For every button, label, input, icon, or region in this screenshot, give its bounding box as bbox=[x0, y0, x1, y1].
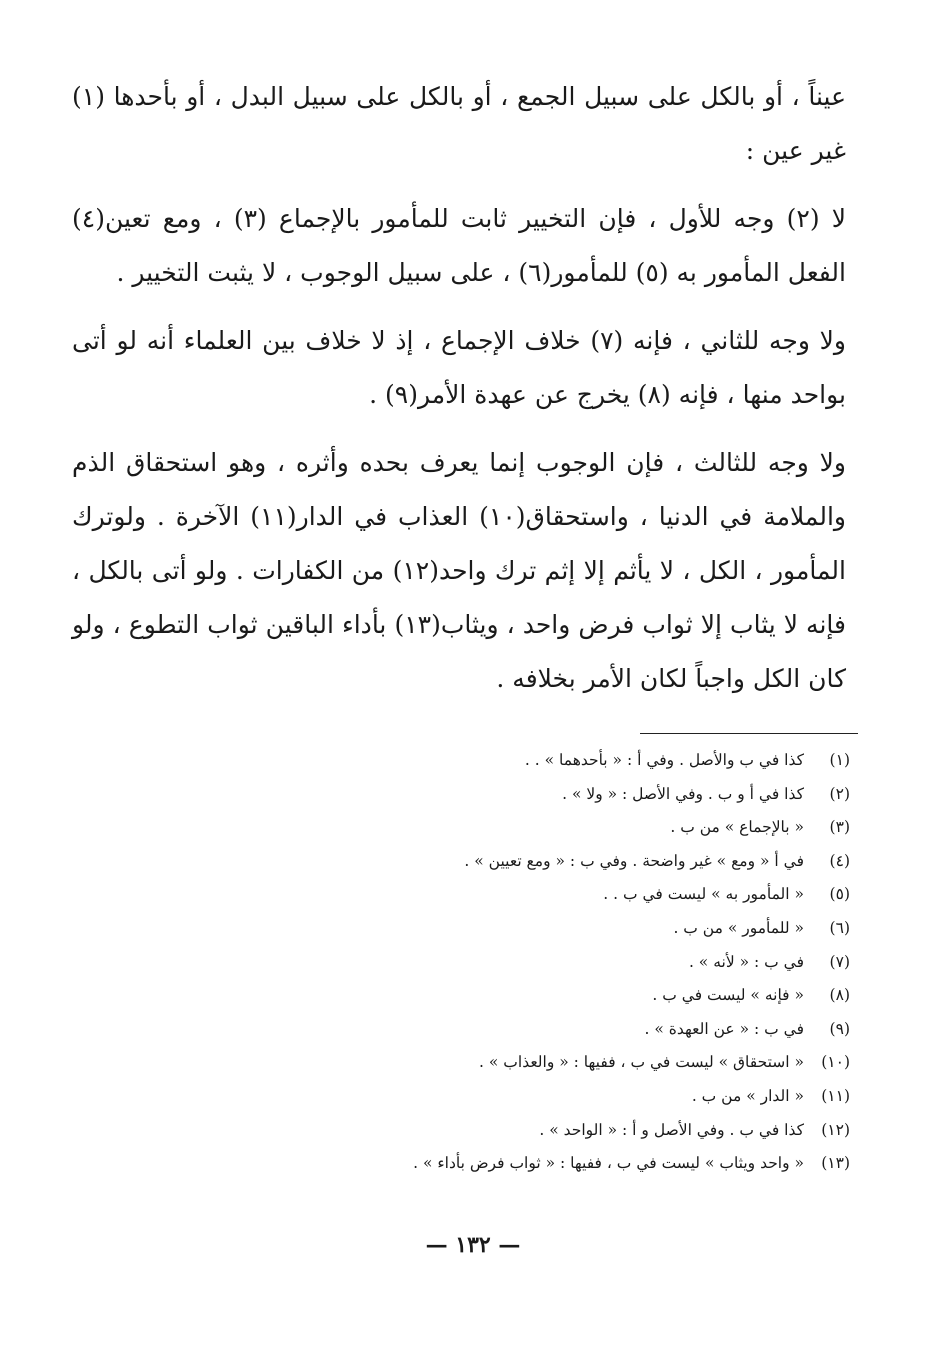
footnote-text: « الدار » من ب . bbox=[691, 1086, 804, 1105]
footnote-number: (٣) bbox=[829, 818, 850, 837]
footnote-item bbox=[180, 1046, 850, 1080]
footnote-number: (١١) bbox=[821, 1086, 850, 1105]
footnote-text: كذا في ب . وفي الأصل و أ : « الواحد » . bbox=[539, 1120, 804, 1139]
footnote-number: (٤) bbox=[829, 851, 850, 870]
footnote-text: « واحد ويثاب » ليست في ب ، ففيها : « ثواب فرض بأداء » . bbox=[413, 1154, 804, 1173]
footnote-item bbox=[180, 1080, 850, 1114]
footnote-text: « بالإجماع » من ب . bbox=[670, 818, 804, 837]
footnote-item bbox=[180, 1114, 850, 1148]
footnote-number: (٦) bbox=[829, 918, 850, 937]
paragraph-2: لا (٢) وجه للأول ، فإن التخيير ثابت للمأمور بالإجماع (٣) ، ومع تعين(٤) الفعل المأمور به (٥) للمأمور(٦) ، على سبيل الوجوب ، لا يثبت التخيير . bbox=[72, 204, 846, 287]
footnote-text: « للمأمور » من ب . bbox=[673, 918, 804, 937]
footnote-divider bbox=[640, 733, 858, 734]
footnote-item bbox=[180, 878, 850, 912]
footnote-item bbox=[180, 946, 850, 980]
footnote-number: (١) bbox=[829, 751, 850, 769]
footnote-text: « استحقاق » ليست في ب ، ففيها : « والعذاب » . bbox=[479, 1053, 804, 1072]
paragraph-3: ولا وجه للثاني ، فإنه (٧) خلاف الإجماع ، إذ لا خلاف بين العلماء أنه لو أتى بواحد منها ، فإنه (٨) يخرج عن عهدة الأمر(٩) . bbox=[72, 326, 846, 409]
footnote-item bbox=[180, 811, 850, 845]
footnote-number: (٧) bbox=[829, 952, 850, 971]
footnote-item bbox=[180, 1147, 850, 1181]
footnote-item bbox=[180, 1013, 850, 1047]
footnote-text: « المأمور به » ليست في ب . . bbox=[603, 885, 804, 904]
footnote-text: كذا في أ و ب . وفي الأصل : « ولا » . bbox=[562, 784, 804, 803]
footnote-number: (٥) bbox=[829, 885, 850, 904]
footnote-text: في ب : « لأنه » . bbox=[688, 952, 804, 971]
footnote-number: (١٣) bbox=[821, 1154, 850, 1173]
footnote-item bbox=[180, 979, 850, 1013]
paragraph-4: ولا وجه للثالث ، فإن الوجوب إنما يعرف بحده وأثره ، وهو استحقاق الذم والملامة في الدنيا ، واستحقاق(١٠) العذاب في الدار(١١) الآخرة . ولوترك المأمور ، الكل ، لا يأثم إلا إثم ترك واحد(١٢) من الكفارات . ولو أتى بالكل ، فإنه لا يثاب إلا ثواب فرض واحد ، ويثاب(١٣) بأداء الباقين ثواب التطوع ، ولو كان الكل واجباً لكان الأمر بخلافه . bbox=[72, 448, 846, 693]
footnote-item bbox=[180, 845, 850, 879]
footnote-text: في ب : « عن العهدة » . bbox=[644, 1019, 804, 1038]
footnote-item bbox=[180, 778, 850, 812]
footnote-item bbox=[180, 744, 850, 778]
footnote-number: (٢) bbox=[829, 784, 850, 803]
footnotes-list bbox=[180, 744, 850, 1181]
footnote-text: كذا في ب والأصل . وفي أ : « بأحدهما » . . bbox=[524, 751, 804, 769]
page-number: — ١٣٢ — bbox=[425, 1232, 521, 1258]
main-text bbox=[72, 70, 846, 720]
footnote-item bbox=[180, 912, 850, 946]
footnote-number: (٨) bbox=[829, 986, 850, 1005]
footnote-number: (٩) bbox=[829, 1019, 850, 1038]
footnote-number: (١٢) bbox=[821, 1120, 850, 1139]
paragraph-1: عيناً ، أو بالكل على سبيل الجمع ، أو بالكل على سبيل البدل ، أو بأحدها (١) غير عين : bbox=[72, 82, 846, 165]
footnote-number: (١٠) bbox=[821, 1053, 850, 1072]
footnote-text: في أ « ومع » غير واضحة . وفي ب : « ومع تعيين » . bbox=[464, 851, 804, 870]
footnote-text: « فإنه » ليست في ب . bbox=[652, 986, 804, 1005]
